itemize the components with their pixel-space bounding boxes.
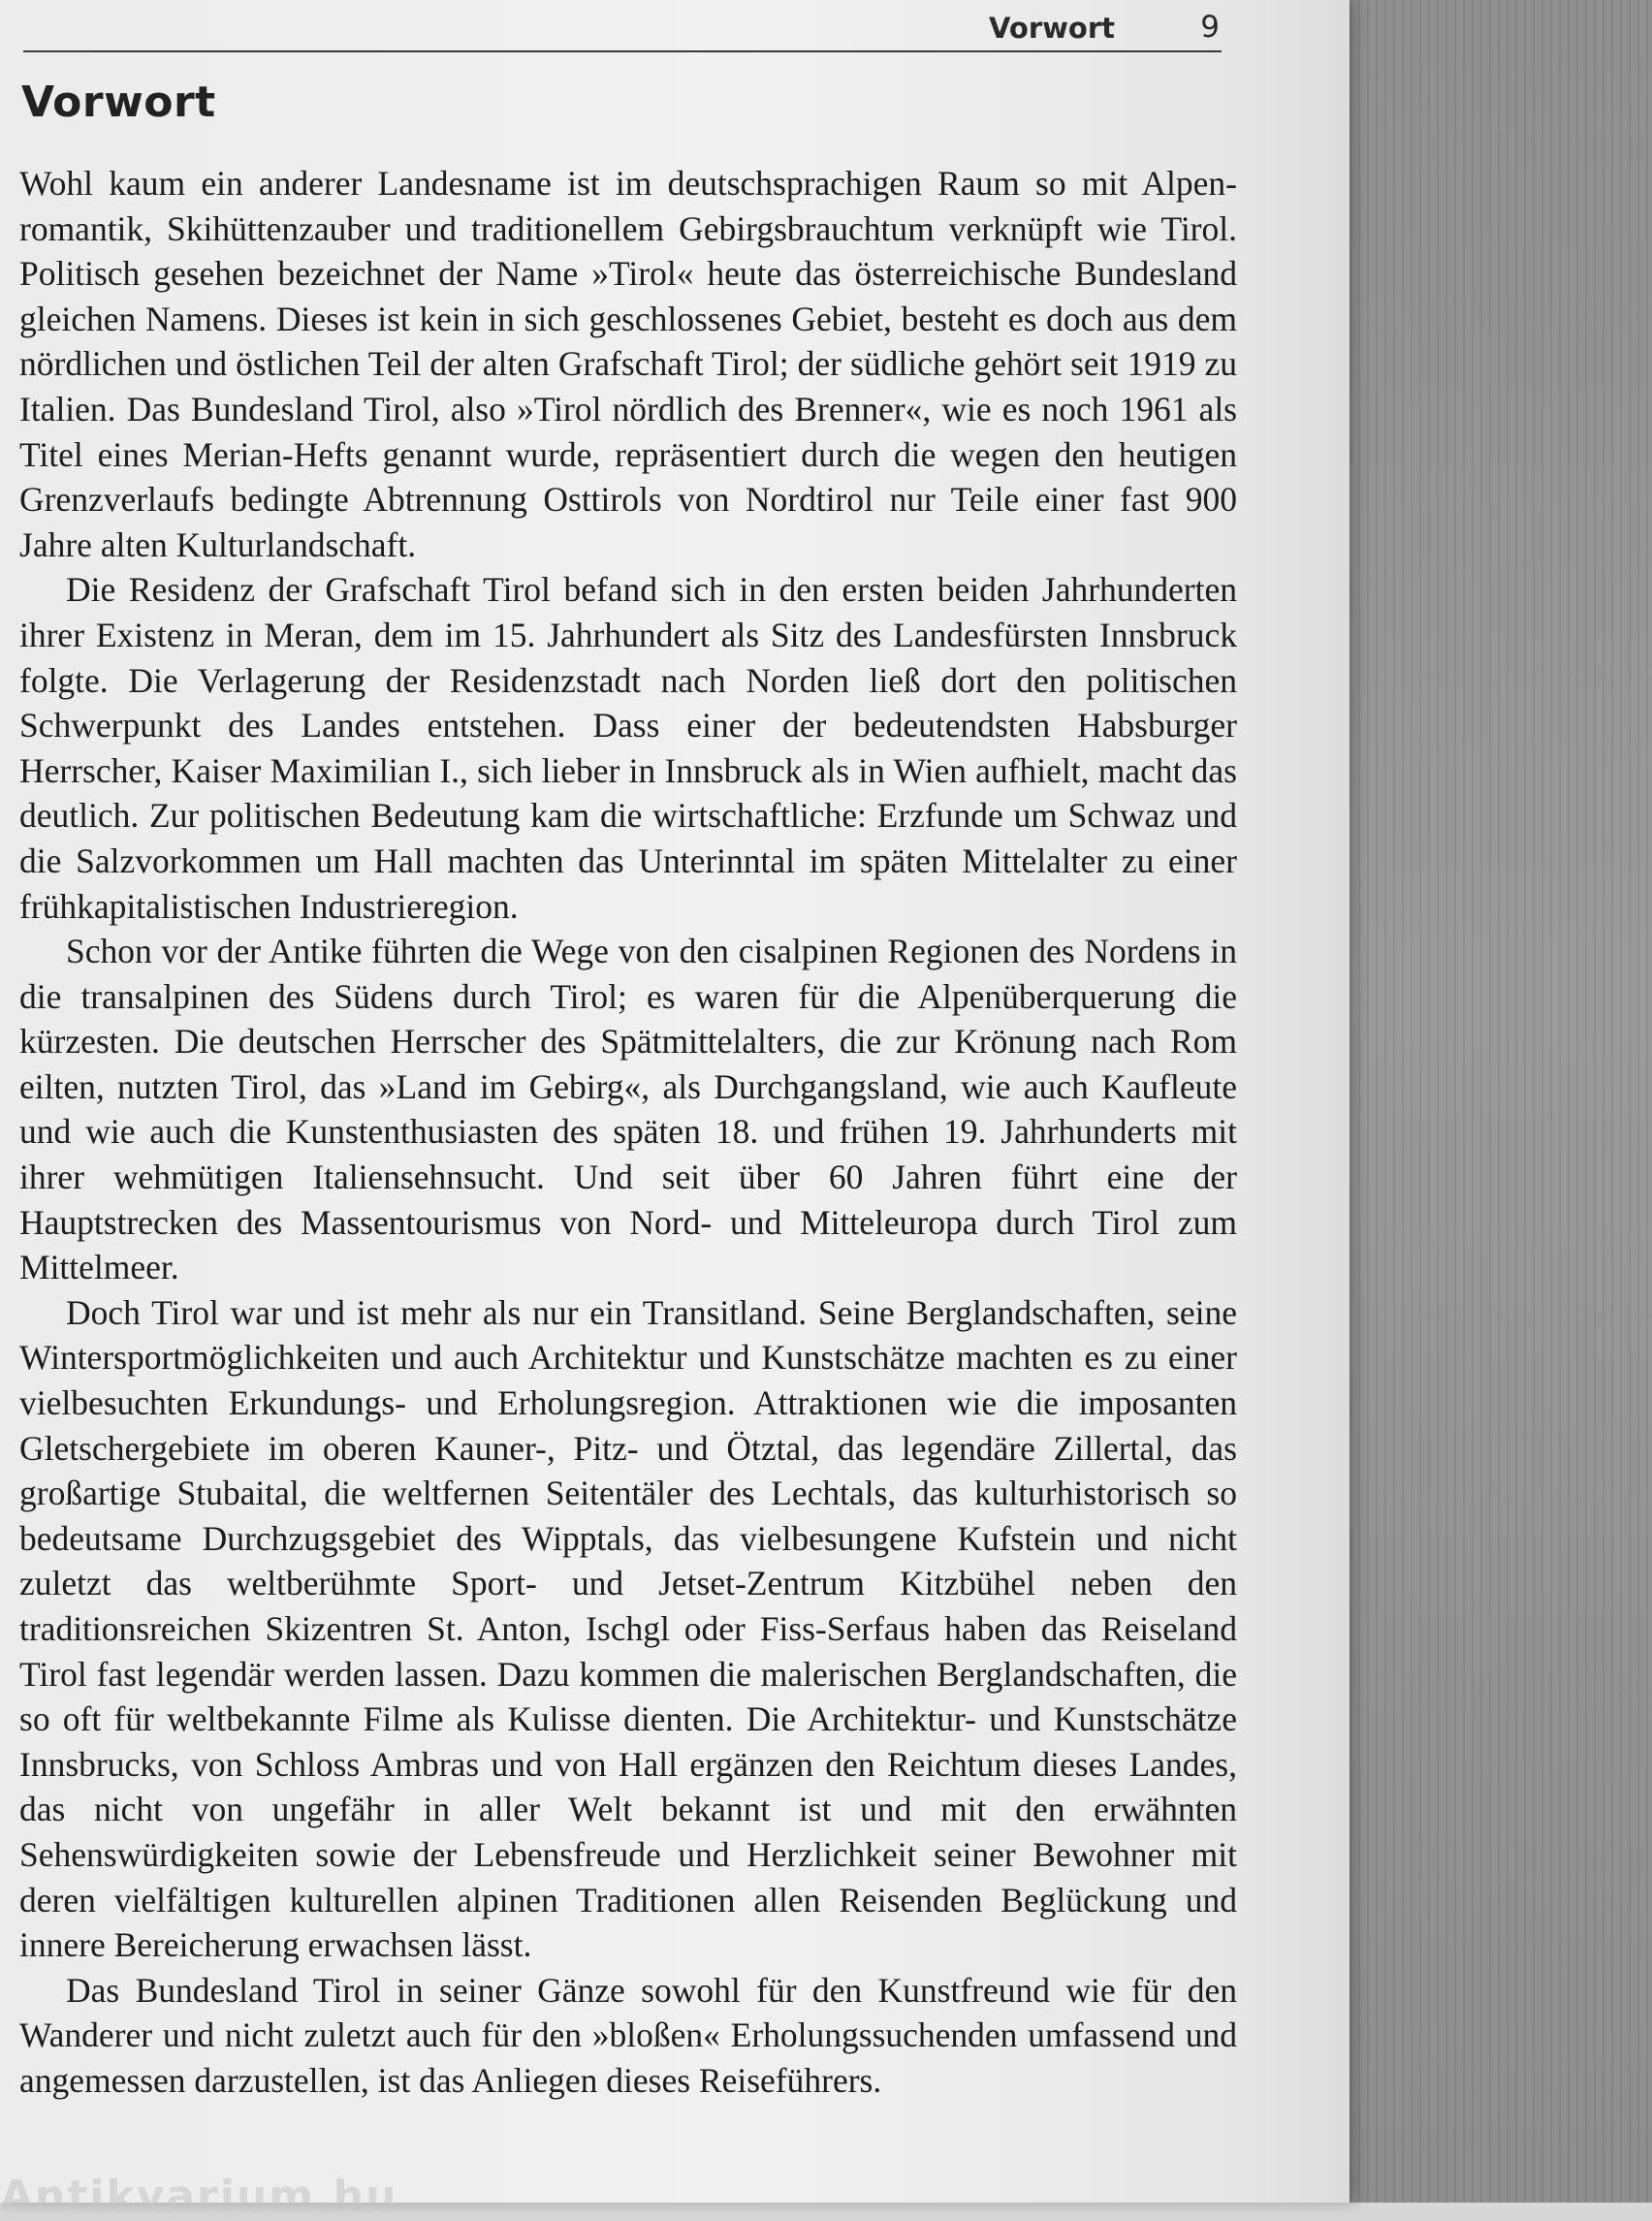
watermark: Antikvarium.hu — [0, 2172, 398, 2221]
running-head-title: Vorwort — [989, 12, 1115, 45]
paragraph-2: Die Residenz der Grafschaft Tirol befand sich in den ersten beiden Jahrhunderten ihrer Existenz in Meran, dem im 15. Jahrhundert als Sitz des Landesfürsten Innsbruck folgte. Die Verlagerung der Residenzstadt nach Norden ließ dort den politischen Schwerpunkt des Landes entstehen. Dass einer der bedeutendsten Habsburger Herrscher, Kaiser Maximilian I., sich lieber in Innsbruck als in Wien aufhielt, macht das deutlich. Zur politischen Bedeutung kam die wirtschaftliche: Erzfunde um Schwaz und die Salzvorkommen um Hall machten das Unterinntal im späten Mittelalter zu einer frühkapitalistischen Industrieregion. — [19, 570, 1237, 926]
paragraph-5: Das Bundesland Tirol in seiner Gänze sowohl für den Kunstfreund wie für den Wanderer und nicht zuletzt auch für den »bloßen« Erholungssuchenden umfassend und angemessen darzustellen, ist das Anliegen dieses Reiseführers. — [19, 1970, 1237, 2100]
paragraph-1: Wohl kaum ein anderer Landesname ist im deutschsprachigen Raum so mit Alpenromantik, Skihüttenzauber und traditionellem Gebirgsbrauchtum verknüpft wie Tirol. Politisch gesehen bezeichnet der Name »Tirol« heute das österreichische Bundesland gleichen Namens. Dieses ist kein in sich geschlossenes Gebiet, besteht es doch aus dem nördlichen und östlichen Teil der alten Grafschaft Tirol; der südliche gehört seit 1919 zu Italien. Das Bundesland Tirol, also »Tirol nördlich des Brenner«, wie es noch 1961 als Titel eines Merian-Hefts genannt wurde, repräsentiert durch die wegen den heutigen Grenzverlaufs bedingte Abtrennung Osttirols von Nordtirol nur Teile einer fast 900 Jahre alten Kulturlandschaft. — [19, 164, 1237, 564]
page-number: 9 — [1200, 10, 1220, 45]
background-surface — [1350, 0, 1652, 2203]
paragraph-4: Doch Tirol war und ist mehr als nur ein Transitland. Seine Berglandschaften, seine Wintersportmöglichkeiten und auch Architektur und Kunstschätze machten es zu einer vielbesuchten Erkundungs- und Erholungsregion. Attraktionen wie die imposanten Gletschergebiete im oberen Kauner-, Pitz- und Ötztal, das legendäre Zillertal, das großartige Stubaital, die weltfernen Seitentäler des Lechtals, das kulturhistorisch so bedeutsame Durchzugsgebiet des Wipptals, das vielbesungene Kufstein und nicht zuletzt das weltberühmte Sport- und Jetset-Zentrum Kitzbühel neben den traditionsreichen Skizentren St. Anton, Ischgl oder Fiss-Serfaus haben das Reiseland Tirol fast legendär werden lassen. Dazu kommen die malerischen Berglandschaften, die so oft für weltbekannte Filme als Kulisse dienten. Die Architektur- und Kunstschätze Innsbrucks, von Schloss Ambras und von Hall ergänzen den Reichtum dieses Landes, das nicht von ungefähr in aller Welt bekannt ist und mit den erwähnten Sehenswürdigkeiten sowie der Lebensfreude und Herzlichkeit seiner Bewohner mit deren vielfältigen kulturellen alpinen Traditionen allen Reisenden Beglückung und innere Bereicherung erwachsen lässt. — [19, 1292, 1237, 1965]
chapter-title: Vorwort — [21, 78, 216, 127]
paragraph-3: Schon vor der Antike führten die Wege von den cisalpinen Regionen des Nordens in die transalpinen des Südens durch Tirol; es waren für die Alpenüberquerung die kürzesten. Die deutschen Herrscher des Spätmittelalters, die zur Krönung nach Rom eilten, nutzten Tirol, das »Land im Gebirg«, als Durchgangsland, wie auch Kaufleute und wie auch die Kunstenthusiasten des späten 18. und frühen 19. Jahrhunderts mit ihrer wehmütigen Italiensehnsucht. Und seit über 60 Jahren führt eine der Hauptstrecken des Massentourismus von Nord- und Mitteleuropa durch Tirol zum Mittelmeer. — [19, 932, 1237, 1287]
running-head — [23, 8, 1222, 52]
body-text — [19, 161, 1237, 2104]
